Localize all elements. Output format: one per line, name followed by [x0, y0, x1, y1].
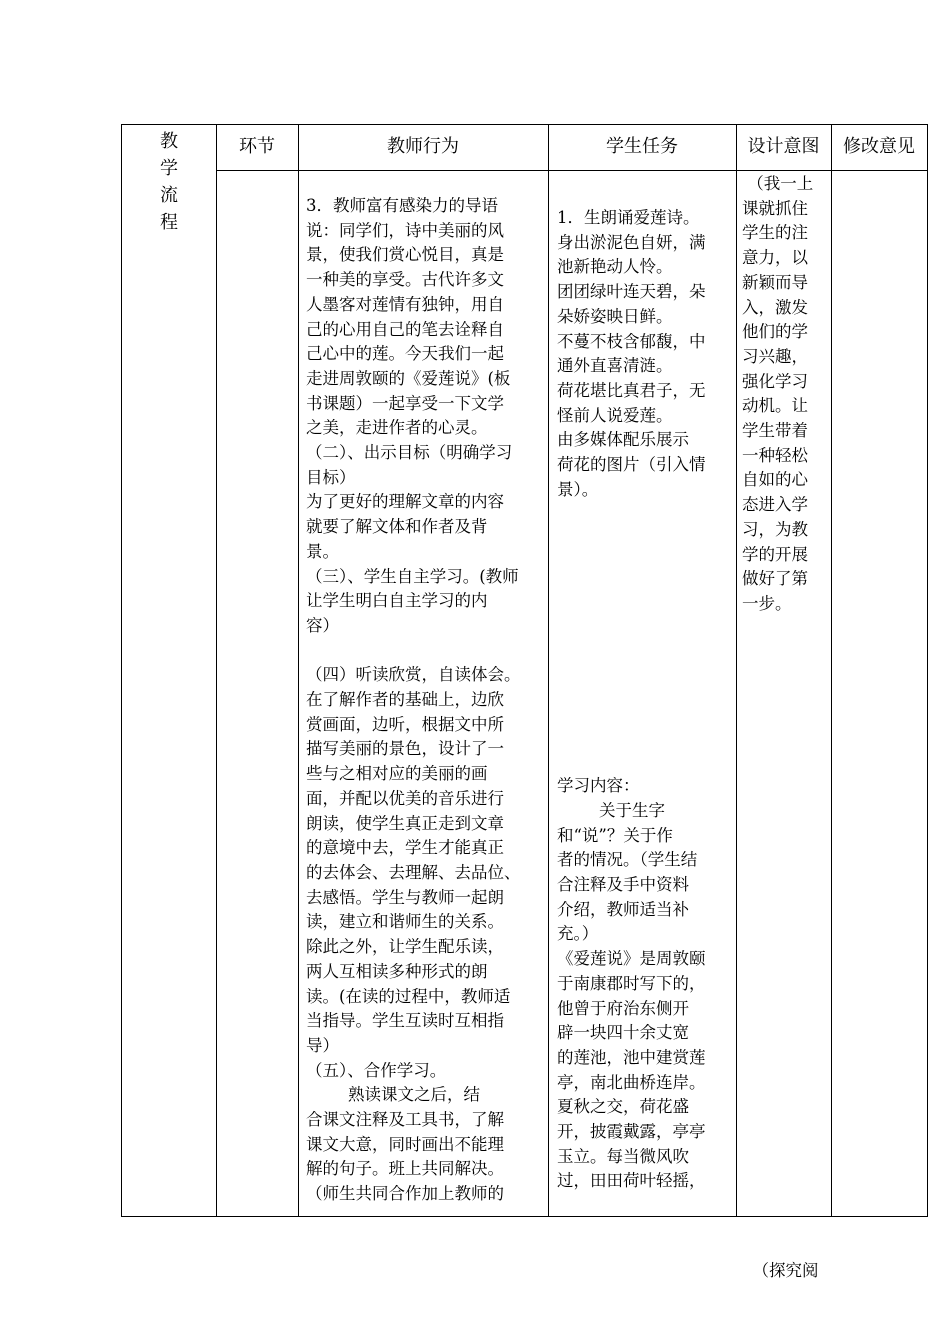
- intent-line: 强化学习: [742, 371, 808, 391]
- border-left: [121, 124, 122, 1217]
- intent-line: [742, 1111, 826, 1136]
- intent-line: [742, 888, 826, 913]
- student-line: 合注释及手中资料: [557, 874, 689, 894]
- teacher-line: 的意境中去，学生才能真正: [306, 838, 504, 858]
- teacher-line: 目标）: [306, 467, 356, 487]
- intent-line: 入，激发: [742, 297, 808, 317]
- intent-line: 课就抓住: [742, 198, 808, 218]
- teacher-line: 合课文注释及工具书，了解: [306, 1110, 504, 1130]
- intent-line: 学生的注: [742, 223, 808, 243]
- intent-line: [742, 641, 826, 666]
- student-line: [557, 502, 731, 527]
- intent-line: [742, 1185, 826, 1210]
- teacher-line: 当指导。学生互读时互相指: [306, 1011, 504, 1031]
- student-line: 《爱莲说》是周敦颐: [557, 949, 706, 969]
- intent-line: [742, 1234, 826, 1259]
- teacher-line: 描写美丽的景色，设计了一: [306, 739, 504, 759]
- intent-line: [742, 1086, 826, 1111]
- student-line: 学习内容：: [557, 776, 640, 796]
- design-intent-cell: [742, 172, 826, 1284]
- student-line: 者的情况。（学生结: [557, 850, 698, 870]
- divider-revision: [831, 124, 832, 1217]
- intent-line: [742, 1037, 826, 1062]
- teacher-line: 赏画面，边听，根据文中所: [306, 714, 504, 734]
- intent-line: （探究阅: [742, 1260, 819, 1280]
- divider-intent: [736, 124, 737, 1217]
- teacher-line: 景，使我们赏心悦目，真是: [306, 245, 504, 265]
- student-line: [557, 527, 731, 552]
- student-line: [557, 601, 731, 626]
- student-line: 关于生字: [557, 800, 665, 820]
- intent-line: [742, 790, 826, 815]
- teacher-line: 读。(在读的过程中，教师适: [306, 986, 511, 1006]
- teacher-line: 己心中的莲。今天我们一起: [306, 344, 504, 364]
- student-line: 荷花的图片（引入情: [557, 455, 706, 475]
- teacher-line: 些与之相对应的美丽的画: [306, 764, 488, 784]
- intent-line: 自如的心: [742, 470, 808, 490]
- intent-line: [742, 987, 826, 1012]
- teacher-behavior-cell: [306, 194, 539, 1207]
- teacher-line: 为了更好的理解文章的内容: [306, 492, 504, 512]
- divider-section: [216, 124, 217, 1217]
- teacher-line: （二）、出示目标（明确学习: [306, 443, 513, 463]
- intent-line: 一种轻松: [742, 445, 808, 465]
- header-teacher-behavior: 教师行为: [387, 136, 459, 157]
- teacher-line: 走进周敦颐的《爱莲说》(板: [306, 368, 511, 388]
- student-line: 团团绿叶连天碧，朵: [557, 282, 706, 302]
- teacher-line: 课文大意，同时画出不能理: [306, 1134, 504, 1154]
- intent-line: 习，为教: [742, 519, 808, 539]
- teacher-line: 熟读课文之后，结: [306, 1085, 480, 1105]
- intent-line: 学的开展: [742, 544, 808, 564]
- student-line: 由多媒体配乐展示: [557, 430, 689, 450]
- teacher-line: 己的心用自己的笔去诠释自: [306, 319, 504, 339]
- teacher-line: 读，建立和谐师生的关系。: [306, 912, 504, 932]
- student-line: 充。）: [557, 924, 599, 944]
- student-line: 池新艳动人怜。: [557, 257, 673, 277]
- teacher-line: 书课题）一起享受一下文学: [306, 393, 504, 413]
- intent-line: [742, 1061, 826, 1086]
- border-right: [927, 124, 928, 1217]
- student-line: 1．生朗诵爱莲诗。: [557, 208, 700, 227]
- teacher-line: 让学生明白自主学习的内: [306, 591, 488, 611]
- divider-student: [548, 124, 549, 1217]
- teacher-line: 去感悟。学生与教师一起朗: [306, 887, 504, 907]
- intent-line: [742, 666, 826, 691]
- intent-line: 态进入学: [742, 495, 808, 515]
- student-line: 荷花堪比真君子，无: [557, 380, 706, 400]
- student-line: 夏秋之交，荷花盛: [557, 1097, 689, 1117]
- student-line: 开，披霞戴露，亭亭: [557, 1122, 706, 1142]
- intent-line: [742, 740, 826, 765]
- intent-line: [742, 963, 826, 988]
- intent-line: 新颖而导: [742, 272, 808, 292]
- student-line: [557, 675, 731, 700]
- student-line: 他曾于府治东侧开: [557, 998, 689, 1018]
- intent-line: 意力，以: [742, 248, 808, 268]
- teacher-line: 除此之外，让学生配乐读，: [306, 937, 504, 957]
- intent-line: [742, 765, 826, 790]
- student-line: 于南康郡时写下的，: [557, 973, 706, 993]
- intent-line: 他们的学: [742, 322, 808, 342]
- student-line: 身出淤泥色自妍，满: [557, 232, 706, 252]
- intent-line: 习兴趣，: [742, 346, 808, 366]
- student-line: [557, 626, 731, 651]
- teacher-line: 就要了解文体和作者及背: [306, 517, 488, 537]
- teacher-line: 导）: [306, 1035, 339, 1055]
- teacher-line: 景。: [306, 541, 339, 561]
- student-line: [557, 700, 731, 725]
- intent-line: [742, 1012, 826, 1037]
- student-line: 的莲池，池中建赏莲: [557, 1047, 706, 1067]
- student-line: 过，田田荷叶轻摇，: [557, 1171, 706, 1191]
- student-task-cell: [557, 206, 731, 1194]
- student-line: 介绍，教师适当补: [557, 899, 689, 919]
- intent-line: 一步。: [742, 593, 792, 613]
- intent-line: [742, 1135, 826, 1160]
- teacher-line: 解的句子。班上共同解决。: [306, 1159, 504, 1179]
- student-line: 亭，南北曲桥连岸。: [557, 1072, 706, 1092]
- teacher-line: （五）、合作学习。: [306, 1060, 447, 1080]
- intent-line: [742, 1160, 826, 1185]
- teacher-line: 3．教师富有感染力的导语: [306, 196, 498, 215]
- intent-line: （我一上: [742, 174, 814, 193]
- student-line: [557, 577, 731, 602]
- teacher-line: 朗读，使学生真正走到文章: [306, 813, 504, 833]
- header-revision-notes: 修改意见: [843, 136, 915, 157]
- student-line: 玉立。每当微风吹: [557, 1146, 689, 1166]
- student-line: 景）。: [557, 479, 599, 499]
- teacher-line: 在了解作者的基础上，边欣: [306, 690, 504, 710]
- teacher-line: 一种美的享受。古代许多文: [306, 270, 504, 290]
- teacher-line: 人墨客对莲情有独钟，用自: [306, 294, 504, 314]
- teacher-line: 容）: [306, 615, 339, 635]
- student-line: [557, 725, 731, 750]
- teacher-line: 面，并配以优美的音乐进行: [306, 788, 504, 808]
- header-design-intent: 设计意图: [747, 136, 820, 157]
- header-row-border: [216, 170, 928, 171]
- teaching-process-label: 教 学 流 程: [160, 131, 178, 233]
- teacher-line: （四）听读欣赏，自读体会。: [306, 665, 521, 685]
- student-line: 辟一块四十余丈宽: [557, 1023, 689, 1043]
- divider-teacher: [298, 124, 299, 1217]
- student-line: 通外直喜清涟。: [557, 356, 673, 376]
- student-line: [557, 552, 731, 577]
- intent-line: [742, 814, 826, 839]
- student-line: 朵娇姿映日鲜。: [557, 306, 673, 326]
- teacher-line: 之美，走进作者的心灵。: [306, 418, 488, 438]
- intent-line: [742, 913, 826, 938]
- header-section: 环节: [239, 136, 275, 157]
- intent-line: [742, 1210, 826, 1235]
- student-line: 不蔓不枝含郁馥，中: [557, 331, 706, 351]
- student-line: [557, 651, 731, 676]
- intent-line: [742, 715, 826, 740]
- teacher-line: [306, 639, 539, 664]
- student-line: 和“说”？关于作: [557, 825, 673, 845]
- intent-line: 做好了第: [742, 569, 808, 589]
- header-student-task: 学生任务: [606, 136, 678, 157]
- student-line: 怪前人说爱莲。: [557, 405, 673, 425]
- teacher-line: （三）、学生自主学习。(教师: [306, 566, 519, 586]
- intent-line: 动机。让: [742, 396, 808, 416]
- intent-line: [742, 864, 826, 889]
- intent-line: [742, 691, 826, 716]
- intent-line: [742, 938, 826, 963]
- student-line: [557, 749, 731, 774]
- teacher-line: （师生共同合作加上教师的: [306, 1184, 504, 1204]
- teacher-line: 说：同学们，诗中美丽的风: [306, 220, 504, 240]
- intent-line: [742, 617, 826, 642]
- teacher-line: 的去体会、去理解、去品位、: [306, 862, 521, 882]
- intent-line: 学生带着: [742, 421, 808, 441]
- intent-line: [742, 839, 826, 864]
- teacher-line: 两人互相读多种形式的朗: [306, 961, 488, 981]
